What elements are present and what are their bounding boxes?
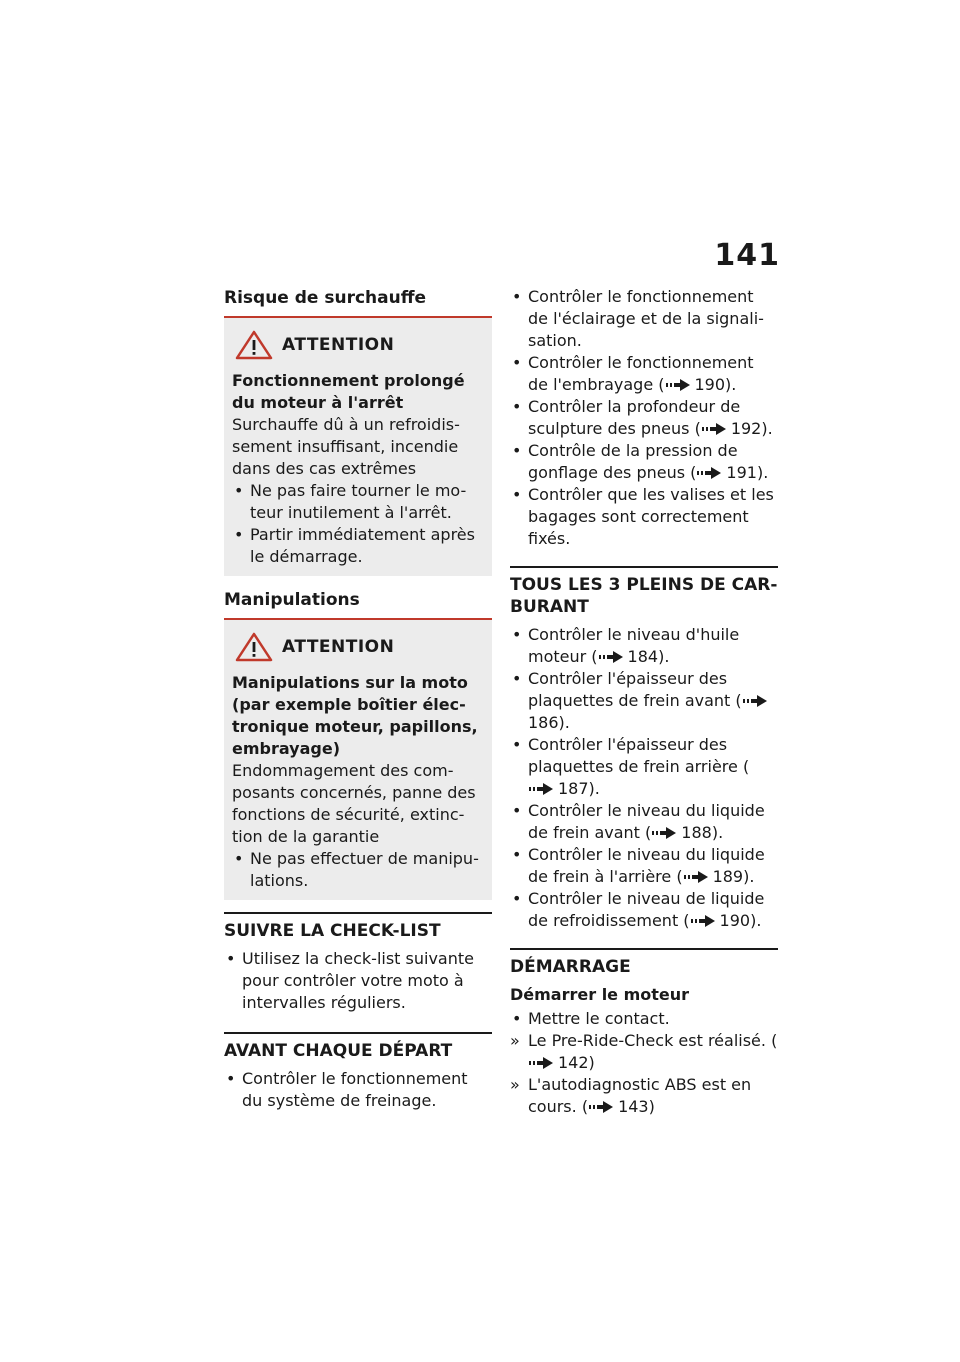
page-reference-arrow-icon[interactable] bbox=[598, 651, 624, 663]
list-item: • Utilisez la check-list suivante pour contrôler votre moto à intervalles réguliers. bbox=[224, 948, 492, 1014]
section-rule bbox=[510, 948, 778, 950]
item-text: Contrôler le niveau de liquide de refroidissement ( bbox=[528, 889, 765, 930]
section-check-list bbox=[224, 912, 492, 1014]
list-item: • Ne pas effectuer de manipu-lations. bbox=[232, 848, 484, 892]
item-text: Contrôler l'épaisseur des plaquettes de frein arrière ( bbox=[528, 735, 750, 776]
page-reference-arrow-icon[interactable] bbox=[528, 1057, 554, 1069]
item-text: L'autodiagnostic ABS est en cours. ( bbox=[528, 1075, 752, 1116]
section-start bbox=[510, 948, 778, 1118]
warning-cause: Fonctionnement prolongé du moteur à l'arrêt bbox=[232, 371, 465, 412]
warning-triangle-icon bbox=[234, 330, 274, 360]
warning-triangle-icon bbox=[234, 632, 274, 662]
list-item: • Contrôler le fonctionnement de l'éclairage et de la signali-sation. bbox=[510, 286, 778, 352]
page-reference[interactable]: 192). bbox=[730, 419, 773, 438]
list-item: • Partir immédiatement après le démarrage. bbox=[232, 524, 484, 568]
warning-header bbox=[232, 328, 484, 362]
page-reference[interactable]: 189). bbox=[712, 867, 755, 886]
page-reference-arrow-icon[interactable] bbox=[588, 1101, 614, 1113]
list-item bbox=[510, 844, 778, 888]
item-text: Contrôler le niveau du liquide de frein à l'arrière ( bbox=[528, 845, 765, 886]
section-rule bbox=[224, 912, 492, 914]
list-item bbox=[510, 734, 778, 800]
page-number: 141 bbox=[714, 238, 780, 273]
warning-consequence: Endommagement des com-posants concernés, panne des fonctions de sécurité, extinc-tion de la garantie bbox=[232, 761, 476, 846]
section-title: DÉMARRAGE bbox=[510, 957, 631, 977]
section-every-3-refuels bbox=[510, 566, 778, 932]
warning-consequence: Surchauffe dû à un refroidis-sement insuffisant, incendie dans des cas extrêmes bbox=[232, 415, 460, 478]
page-reference-arrow-icon[interactable] bbox=[528, 783, 554, 795]
page-reference-arrow-icon[interactable] bbox=[683, 871, 709, 883]
warning-box-overheat bbox=[224, 318, 492, 576]
page-reference-arrow-icon[interactable] bbox=[690, 915, 716, 927]
list-item: • Contrôler que les valises et les bagages sont correctement fixés. bbox=[510, 484, 778, 550]
page-reference-arrow-icon[interactable] bbox=[651, 827, 677, 839]
warning-cause: Manipulations sur la moto (par exemple boîtier élec-tronique moteur, papillons, embrayage) bbox=[232, 673, 478, 758]
section-rule bbox=[224, 1032, 492, 1034]
heading-manipulations: Manipulations bbox=[224, 590, 360, 610]
list-item: • Mettre le contact. bbox=[510, 1008, 778, 1030]
page-reference[interactable]: 190). bbox=[694, 375, 737, 394]
page-reference[interactable]: 143) bbox=[618, 1097, 655, 1116]
list-item bbox=[510, 352, 778, 396]
warning-title: ATTENTION bbox=[282, 637, 395, 657]
section-rule bbox=[510, 566, 778, 568]
list-item bbox=[510, 668, 778, 734]
section-title: TOUS LES 3 PLEINS DE CAR-BURANT bbox=[510, 575, 778, 617]
item-text: Contrôler le niveau du liquide de frein avant ( bbox=[528, 801, 765, 842]
page-reference-arrow-icon[interactable] bbox=[701, 423, 727, 435]
result-item bbox=[510, 1030, 778, 1074]
list-item bbox=[510, 888, 778, 932]
item-text: Contrôler le fonctionnement de l'embrayage ( bbox=[528, 353, 754, 394]
section-before-departure bbox=[224, 1032, 492, 1112]
item-text: Contrôler la profondeur de sculpture des pneus ( bbox=[528, 397, 741, 438]
warning-box-manipulations bbox=[224, 620, 492, 900]
page-reference[interactable]: 191). bbox=[726, 463, 769, 482]
page-reference[interactable]: 187). bbox=[558, 779, 600, 798]
list-item bbox=[510, 624, 778, 668]
section-title: AVANT CHAQUE DÉPART bbox=[224, 1041, 453, 1061]
list-item bbox=[510, 440, 778, 484]
page-reference[interactable]: 188). bbox=[681, 823, 724, 842]
warning-title: ATTENTION bbox=[282, 335, 395, 355]
page-reference[interactable]: 190). bbox=[719, 911, 762, 930]
list-item: • Ne pas faire tourner le mo-teur inutilement à l'arrêt. bbox=[232, 480, 484, 524]
list-item bbox=[510, 800, 778, 844]
page-reference-arrow-icon[interactable] bbox=[665, 379, 691, 391]
item-text: Contrôler le niveau d'huile moteur ( bbox=[528, 625, 740, 666]
page-reference[interactable]: 142) bbox=[558, 1053, 595, 1072]
page-reference-arrow-icon[interactable] bbox=[696, 467, 722, 479]
item-text: Le Pre-Ride-Check est réalisé. ( bbox=[528, 1031, 778, 1050]
item-text: Contrôler l'épaisseur des plaquettes de frein avant ( bbox=[528, 669, 742, 710]
page-reference[interactable]: 186). bbox=[528, 713, 570, 732]
left-column bbox=[224, 286, 492, 1112]
list-item bbox=[510, 396, 778, 440]
right-column bbox=[510, 286, 778, 1118]
heading-overheat: Risque de surchauffe bbox=[224, 288, 427, 308]
item-text: Contrôle de la pression de gonflage des pneus ( bbox=[528, 441, 738, 482]
list-item: • Contrôler le fonctionnement du système de freinage. bbox=[224, 1068, 492, 1112]
page-reference[interactable]: 184). bbox=[627, 647, 670, 666]
subheading-start-engine: Démarrer le moteur bbox=[510, 985, 690, 1004]
result-item bbox=[510, 1074, 778, 1118]
warning-header bbox=[232, 630, 484, 664]
section-title: SUIVRE LA CHECK-LIST bbox=[224, 921, 441, 941]
page-reference-arrow-icon[interactable] bbox=[742, 695, 768, 707]
